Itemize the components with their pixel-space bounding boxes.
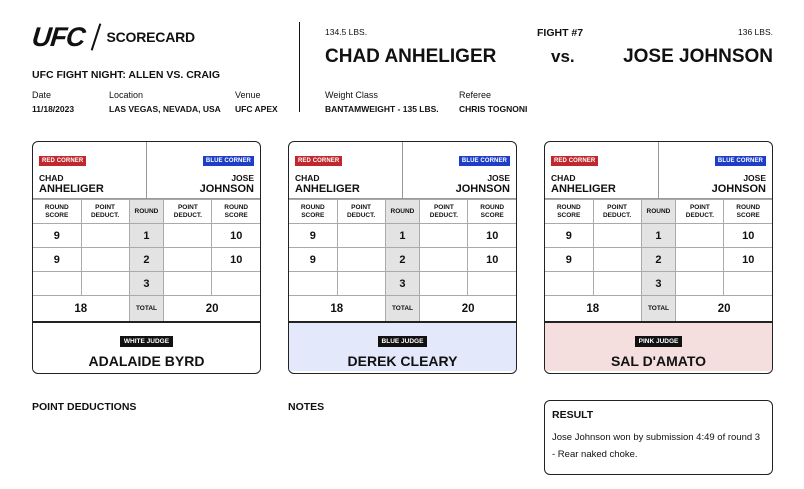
round-number: 2 xyxy=(385,248,420,272)
red-deduction xyxy=(337,248,385,272)
blue-corner-badge: BLUE CORNER xyxy=(203,156,254,166)
judge-badge: WHITE JUDGE xyxy=(120,336,173,347)
red-corner-badge: RED CORNER xyxy=(39,156,86,166)
blue-deduction xyxy=(420,224,468,248)
scorecard-judge-2 xyxy=(288,141,517,374)
score-table xyxy=(545,199,772,322)
red-deduction xyxy=(593,248,641,272)
blue-deduction xyxy=(164,272,212,296)
blue-total: 20 xyxy=(164,296,260,322)
round-number: 3 xyxy=(129,272,164,296)
blue-total: 20 xyxy=(420,296,516,322)
red-corner-cell xyxy=(289,142,403,198)
red-deduction xyxy=(593,224,641,248)
red-corner-cell xyxy=(545,142,659,198)
red-first-name: CHAD xyxy=(39,173,64,183)
total-row xyxy=(545,296,772,322)
red-round-score xyxy=(289,272,337,296)
blue-deduction xyxy=(164,224,212,248)
fight-number: FIGHT #7 xyxy=(537,27,584,39)
meta-weight-class xyxy=(325,90,439,114)
red-round-score: 9 xyxy=(289,224,337,248)
table-row xyxy=(545,272,772,296)
round-score-header: ROUND SCORE xyxy=(33,200,81,224)
blue-round-score: 10 xyxy=(212,248,260,272)
scorecard-judge-3 xyxy=(544,141,773,374)
total-label: TOTAL xyxy=(641,296,676,322)
doc-label: SCORECARD xyxy=(106,29,195,45)
scorecard-judge-1 xyxy=(32,141,261,374)
venue-value: UFC APEX xyxy=(235,104,278,114)
point-deduct-header: POINT DEDUCT. xyxy=(337,200,385,224)
versus-label: vs. xyxy=(551,47,575,66)
red-round-score xyxy=(33,272,81,296)
table-row xyxy=(545,248,772,272)
blue-deduction xyxy=(420,272,468,296)
red-deduction xyxy=(337,224,385,248)
point-deduct-header: POINT DEDUCT. xyxy=(420,200,468,224)
red-last-name: ANHELIGER xyxy=(551,183,616,195)
point-deduct-header: POINT DEDUCT. xyxy=(593,200,641,224)
judge-badge: BLUE JUDGE xyxy=(378,336,428,347)
blue-round-score xyxy=(724,272,772,296)
red-deduction xyxy=(593,272,641,296)
table-row xyxy=(33,272,260,296)
red-first-name: CHAD xyxy=(295,173,320,183)
table-row xyxy=(289,224,516,248)
blue-deduction xyxy=(420,248,468,272)
round-score-header: ROUND SCORE xyxy=(468,200,516,224)
round-header: ROUND xyxy=(385,200,420,224)
round-number: 2 xyxy=(129,248,164,272)
blue-first-name: JOSE xyxy=(487,173,510,183)
logo-divider xyxy=(90,23,101,50)
red-round-score: 9 xyxy=(545,224,593,248)
blue-first-name: JOSE xyxy=(743,173,766,183)
table-row xyxy=(33,224,260,248)
point-deduct-header: POINT DEDUCT. xyxy=(81,200,129,224)
date-value: 11/18/2023 xyxy=(32,104,75,114)
point-deduct-header: POINT DEDUCT. xyxy=(164,200,212,224)
blue-total: 20 xyxy=(676,296,772,322)
blue-round-score: 10 xyxy=(724,224,772,248)
blue-round-score: 10 xyxy=(724,248,772,272)
blue-deduction xyxy=(676,224,724,248)
date-label: Date xyxy=(32,90,52,100)
red-first-name: CHAD xyxy=(551,173,576,183)
point-deductions-heading: POINT DEDUCTIONS xyxy=(32,401,137,413)
blue-corner-badge: BLUE CORNER xyxy=(715,156,766,166)
judge-panel xyxy=(545,322,772,371)
judge-name: SAL D'AMATO xyxy=(610,353,707,369)
red-total: 18 xyxy=(33,296,129,322)
red-last-name: ANHELIGER xyxy=(295,183,360,195)
meta-venue xyxy=(235,90,278,114)
blue-corner-cell xyxy=(403,142,516,198)
blue-corner-cell xyxy=(659,142,772,198)
table-row xyxy=(289,272,516,296)
header-divider xyxy=(299,22,300,112)
result-text: Jose Johnson won by submission 4:49 of round 3 - Rear naked choke. xyxy=(552,432,761,460)
total-row xyxy=(289,296,516,322)
result-box xyxy=(544,400,773,475)
round-number: 1 xyxy=(641,224,676,248)
red-round-score: 9 xyxy=(545,248,593,272)
round-header: ROUND xyxy=(641,200,676,224)
round-number: 3 xyxy=(641,272,676,296)
blue-last-name: JOHNSON xyxy=(455,183,510,195)
weight-class-value: BANTAMWEIGHT - 135 LBS. xyxy=(325,104,439,114)
red-round-score xyxy=(545,272,593,296)
referee-value: CHRIS TOGNONI xyxy=(459,104,528,114)
red-total: 18 xyxy=(289,296,385,322)
blue-round-score: 10 xyxy=(468,248,516,272)
referee-label: Referee xyxy=(459,90,492,100)
header-brand xyxy=(32,20,292,54)
blue-deduction xyxy=(676,272,724,296)
meta-location xyxy=(109,90,221,114)
round-score-header: ROUND SCORE xyxy=(724,200,772,224)
blue-corner-cell xyxy=(147,142,260,198)
round-number: 1 xyxy=(385,224,420,248)
blue-weight: 136 LBS. xyxy=(738,27,773,37)
judge-badge: PINK JUDGE xyxy=(635,336,683,347)
round-score-header: ROUND SCORE xyxy=(212,200,260,224)
red-fighter-name: CHAD ANHELIGER xyxy=(325,46,497,67)
blue-deduction xyxy=(164,248,212,272)
red-corner-badge: RED CORNER xyxy=(551,156,598,166)
blue-first-name: JOSE xyxy=(231,173,254,183)
ufc-logo: UFC xyxy=(30,21,87,52)
blue-deduction xyxy=(676,248,724,272)
red-corner-badge: RED CORNER xyxy=(295,156,342,166)
judge-name: DEREK CLEARY xyxy=(347,353,458,369)
judge-panel xyxy=(33,322,260,371)
result-heading: RESULT xyxy=(552,409,594,421)
blue-fighter-name: JOSE JOHNSON xyxy=(623,46,773,67)
score-table xyxy=(33,199,260,322)
event-title: UFC FIGHT NIGHT: ALLEN VS. CRAIG xyxy=(32,69,221,81)
red-deduction xyxy=(337,272,385,296)
red-round-score: 9 xyxy=(33,248,81,272)
blue-round-score xyxy=(212,272,260,296)
round-header: ROUND xyxy=(129,200,164,224)
total-label: TOTAL xyxy=(129,296,164,322)
table-row xyxy=(289,248,516,272)
round-number: 1 xyxy=(129,224,164,248)
table-row xyxy=(33,248,260,272)
table-row xyxy=(545,224,772,248)
round-number: 3 xyxy=(385,272,420,296)
weight-class-label: Weight Class xyxy=(325,90,378,100)
meta-referee xyxy=(459,90,527,114)
total-row xyxy=(33,296,260,322)
blue-round-score xyxy=(468,272,516,296)
location-label: Location xyxy=(109,90,144,100)
red-corner-cell xyxy=(33,142,147,198)
location-value: LAS VEGAS, NEVADA, USA xyxy=(109,104,221,114)
blue-round-score: 10 xyxy=(468,224,516,248)
blue-corner-badge: BLUE CORNER xyxy=(459,156,510,166)
red-weight: 134.5 LBS. xyxy=(325,27,368,37)
round-number: 2 xyxy=(641,248,676,272)
meta-date xyxy=(32,90,74,114)
notes-heading: NOTES xyxy=(288,401,325,413)
blue-last-name: JOHNSON xyxy=(199,183,254,195)
blue-last-name: JOHNSON xyxy=(711,183,766,195)
judge-panel xyxy=(289,322,516,371)
point-deduct-header: POINT DEDUCT. xyxy=(676,200,724,224)
score-table xyxy=(289,199,516,322)
judge-name: ADALAIDE BYRD xyxy=(88,353,205,369)
round-score-header: ROUND SCORE xyxy=(289,200,337,224)
round-score-header: ROUND SCORE xyxy=(545,200,593,224)
red-last-name: ANHELIGER xyxy=(39,183,104,195)
total-label: TOTAL xyxy=(385,296,420,322)
red-round-score: 9 xyxy=(33,224,81,248)
red-total: 18 xyxy=(545,296,641,322)
red-round-score: 9 xyxy=(289,248,337,272)
venue-label: Venue xyxy=(235,90,261,100)
blue-round-score: 10 xyxy=(212,224,260,248)
red-deduction xyxy=(81,224,129,248)
red-deduction xyxy=(81,248,129,272)
red-deduction xyxy=(81,272,129,296)
